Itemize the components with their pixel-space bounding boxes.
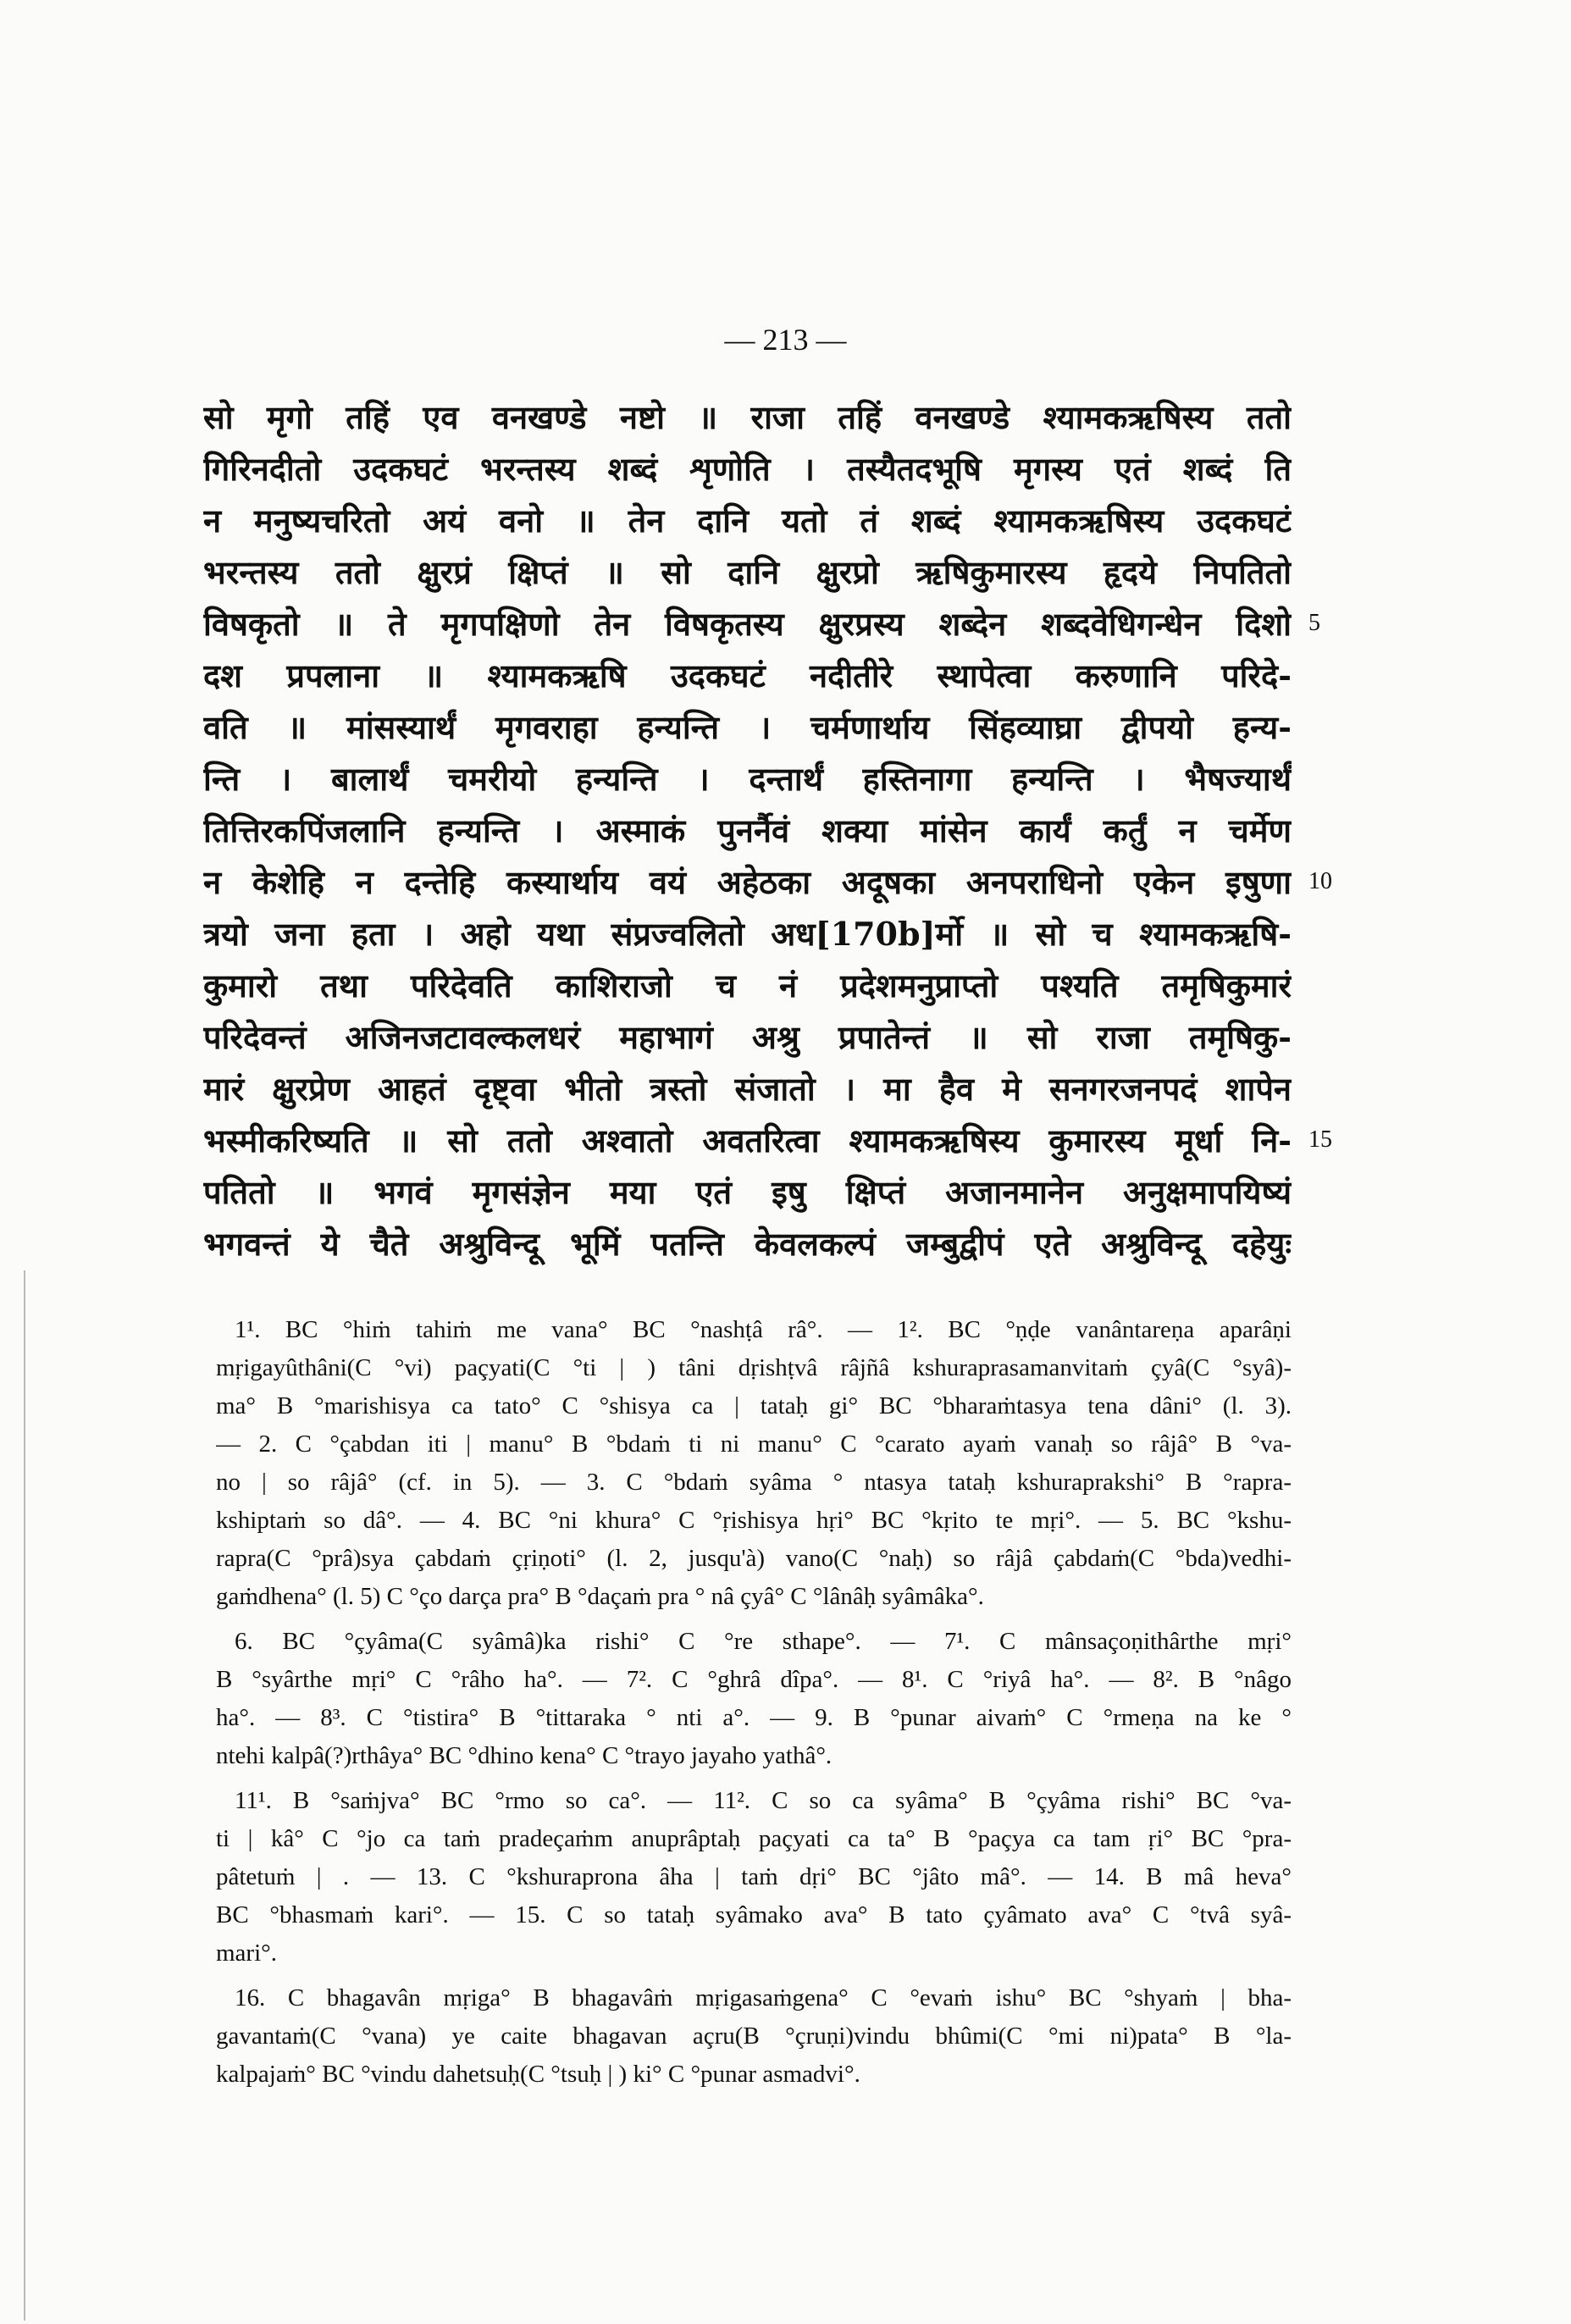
footnote-block bbox=[216, 1979, 1292, 2094]
text-line: तित्तिरकपिंजलानि हन्यन्ति । अस्माकं पुनर्नैवं शक्या मांसेन कार्यं कर्तुं न चर्मेण bbox=[203, 811, 1292, 849]
footnote-line: rapra(C °prâ)sya çabdaṁ çṛiṇoti° (l. 2, jusqu'à) vano(C °naḥ) so râjâ çabdaṁ(C °bda)vedhi- bbox=[216, 1545, 1292, 1572]
footnote-line: gaṁdhena° (l. 5) C °ço darça pra° B °daçaṁ pra ° nâ çyâ° C °lânâḥ syâmâka°. bbox=[216, 1583, 984, 1610]
line-number: 5 bbox=[1308, 610, 1320, 636]
footnotes bbox=[216, 1311, 1292, 2094]
footnote-line: mari°. bbox=[216, 1939, 277, 1967]
footnote-line: BC °bhasmaṁ kari°. — 15. C so tataḥ syâmako ava° B tato çyâmato ava° C °tvâ syâ- bbox=[216, 1901, 1292, 1928]
text-line: त्रयो जना हता । अहो यथा संप्रज्वलितो अध[170b]र्मो ॥ सो च श्यामकऋषि- bbox=[203, 915, 1292, 953]
footnote-line: ha°. — 8³. C °tistira° B °tittaraka ° nti a°. — 9. B °punar aivaṁ° C °rmeṇa na ke ° bbox=[216, 1704, 1292, 1731]
footnote-line: pâtetuṁ | . — 13. C °kshuraprona âha | taṁ dṛi° BC °jâto mâ°. — 14. B mâ heva° bbox=[216, 1863, 1292, 1890]
text-line: मारं क्षुरप्रेण आहतं दृष्ट्वा भीतो त्रस्तो संजातो । मा हैव मे सनगरजनपदं शापेन bbox=[203, 1070, 1292, 1108]
footnote-line: no | so râjâ° (cf. in 5). — 3. C °bdaṁ syâma ° ntasya tataḥ kshuraprakshi° B °rapra- bbox=[216, 1469, 1292, 1496]
footnote-line: B °syârthe mṛi° C °râho ha°. — 7². C °ghrâ dîpa°. — 8¹. C °riyâ ha°. — 8². B °nâgo bbox=[216, 1666, 1292, 1693]
footnote-line: kshiptaṁ so dâ°. — 4. BC °ni khura° C °ṛishisya hṛi° BC °kṛito te mṛi°. — 5. BC °kshu- bbox=[216, 1507, 1292, 1534]
page-number: — 213 — bbox=[724, 323, 847, 357]
footnote-line: 6. BC °çyâma(C syâmâ)ka rishi° C °re sthape°. — 7¹. C mânsaçoṇithârthe mṛi° bbox=[235, 1628, 1292, 1655]
text-line: भगवन्तं ये चैते अश्रुविन्दू भूमिं पतन्ति केवलकल्पं जम्बुद्वीपं एते अश्रुविन्दू दहेयुः bbox=[203, 1225, 1292, 1263]
text-line: न केशेहि न दन्तेहि कस्यार्थाय वयं अहेठका अदूषका अनपराधिनो एकेन इषुणा bbox=[203, 863, 1292, 901]
text-line: गिरिनदीतो उदकघटं भरन्तस्य शब्दं शृणोति । तस्यैतदभूषि मृगस्य एतं शब्दं ति bbox=[203, 450, 1292, 488]
footnote-line: ma° B °marishisya ca tato° C °shisya ca | tataḥ gi° BC °bharaṁtasya tena dâni° (l. 3). bbox=[216, 1392, 1292, 1419]
footnote-line: ti | kâ° C °jo ca taṁ pradeçaṁm anuprâptaḥ paçyati ca ta° B °paçya ca tam ṛi° BC °pra- bbox=[216, 1825, 1292, 1852]
text-line: भरन्तस्य ततो क्षुरप्रं क्षिप्तं ॥ सो दानि क्षुरप्रो ऋषिकुमारस्य हृदये निपतितो bbox=[203, 553, 1292, 591]
line-number: 10 bbox=[1308, 868, 1332, 894]
footnote-block bbox=[216, 1623, 1292, 1775]
text-line: सो मृगो तहिं एव वनखण्डे नष्टो ॥ राजा तहिं वनखण्डे श्यामकऋषिस्य ततो bbox=[203, 398, 1292, 436]
footnote-line: 16. C bhagavân mṛiga° B bhagavâṁ mṛigasaṁgena° C °evaṁ ishu° BC °shyaṁ | bha- bbox=[235, 1984, 1292, 2011]
text-line: कुमारो तथा परिदेवति काशिराजो च नं प्रदेशमनुप्राप्तो पश्यति तमृषिकुमारं bbox=[203, 966, 1292, 1004]
footnote-line: ntehi kalpâ(?)rthâya° BC °dhino kena° C °trayo jayaho yathâ°. bbox=[216, 1742, 833, 1769]
footnote-block bbox=[216, 1782, 1292, 1973]
footnote-line: — 2. C °çabdan iti | manu° B °bdaṁ ti ni manu° C °carato ayaṁ vanaḥ so râjâ° B °va- bbox=[216, 1430, 1292, 1458]
text-line: दश प्रपलाना ॥ श्यामकऋषि उदकघटं नदीतीरे स्थापेत्वा करुणानि परिदे- bbox=[203, 656, 1292, 694]
footnote-line: kalpajaṁ° BC °vindu dahetsuḥ(C °tsuḥ | ) ki° C °punar asmadvi°. bbox=[216, 2061, 860, 2088]
text-line: परिदेवन्तं अजिनजटावल्कलधरं महाभागं अश्रु प्रपातेन्तं ॥ सो राजा तमृषिकु- bbox=[203, 1018, 1292, 1056]
text-line: भस्मीकरिष्यति ॥ सो ततो अश्वातो अवतरित्वा श्यामकऋषिस्य कुमारस्य मूर्धा नि- bbox=[203, 1121, 1292, 1159]
footnote-line: 11¹. B °saṁjva° BC °rmo so ca°. — 11². C so ca syâma° B °çyâma rishi° BC °va- bbox=[235, 1787, 1292, 1814]
text-line: वति ॥ मांसस्यार्थं मृगवराहा हन्यन्ति । चर्मणार्थाय सिंहव्याघ्रा द्वीपयो हन्य- bbox=[203, 708, 1292, 746]
footnote-line: gavantaṁ(C °vana) ye caite bhagavan açru(B °çruṇi)vindu bhûmi(C °mi ni)pata° B °la- bbox=[216, 2022, 1292, 2050]
text-line: न मनुष्यचरितो अयं वनो ॥ तेन दानि यतो तं शब्दं श्यामकऋषिस्य उदकघटं bbox=[203, 501, 1292, 540]
sanskrit-main-text bbox=[203, 391, 1292, 1270]
footnote-block bbox=[216, 1311, 1292, 1616]
footnote-line: 1¹. BC °hiṁ tahiṁ me vana° BC °nashṭâ râ°. — 1². BC °ṇḍe vanântareṇa aparâṇi bbox=[235, 1316, 1292, 1343]
line-number: 15 bbox=[1308, 1126, 1332, 1153]
text-line: विषकृतो ॥ ते मृगपक्षिणो तेन विषकृतस्य क्षुरप्रस्य शब्देन शब्दवेधिगन्धेन दिशो bbox=[203, 605, 1292, 643]
scan-margin-edge bbox=[24, 1270, 25, 2321]
text-line: पतितो ॥ भगवं मृगसंज्ञेन मया एतं इषु क्षिप्तं अजानमानेन अनुक्षमापयिष्यं bbox=[203, 1173, 1292, 1211]
footnote-line: mṛigayûthâni(C °vi) paçyati(C °ti | ) tâni dṛishṭvâ râjñâ kshuraprasamanvitaṁ çyâ(C °syâ)- bbox=[216, 1354, 1292, 1381]
text-line: न्ति । बालार्थं चमरीयो हन्यन्ति । दन्तार्थं हस्तिनागा हन्यन्ति । भैषज्यार्थं bbox=[203, 760, 1292, 798]
